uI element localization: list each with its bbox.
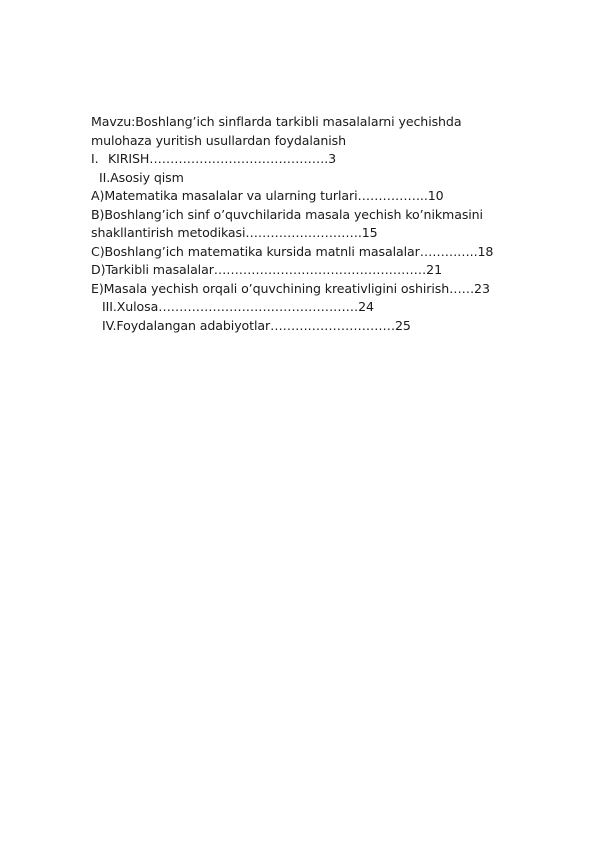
topic-title-line-2: mulohaza yuritish usullardan foydalanish: [91, 132, 347, 148]
toc-item-b-line-2: shakllantirish metodikasi……………………….15: [91, 225, 378, 240]
table-of-contents: [91, 113, 521, 335]
toc-item-adabiyotlar: IV.Foydalangan adabiyotlar…………………………25: [102, 317, 411, 333]
toc-item-kirish-number: I.: [91, 151, 99, 166]
topic-title-line-1: Mavzu:Boshlang’ich sinflarda tarkibli masalalarni yechishda: [91, 114, 462, 129]
toc-item-c: C)Boshlang’ich matematika kursida matnli masalalar…………..18: [91, 243, 494, 259]
toc-item-asosiy-qism: II.Asosiy qism: [99, 169, 184, 185]
toc-item-xulosa: III.Xulosa…………………………………………24: [102, 299, 374, 314]
toc-item-a: A)Matematika masalalar va ularning turlari……………..10: [91, 188, 444, 203]
toc-item-e: E)Masala yechish orqali o’quvchining kreativligini oshirish……23: [91, 280, 490, 296]
toc-item-kirish: [91, 150, 521, 169]
toc-item-d: D)Tarkibli masalalar……………………………………………21: [91, 262, 442, 277]
toc-item-kirish-text: KIRISH…………………………………….3: [108, 151, 337, 166]
toc-item-b-line-1: B)Boshlang’ich sinf o’quvchilarida masala yechish ko’nikmasini: [91, 206, 483, 222]
